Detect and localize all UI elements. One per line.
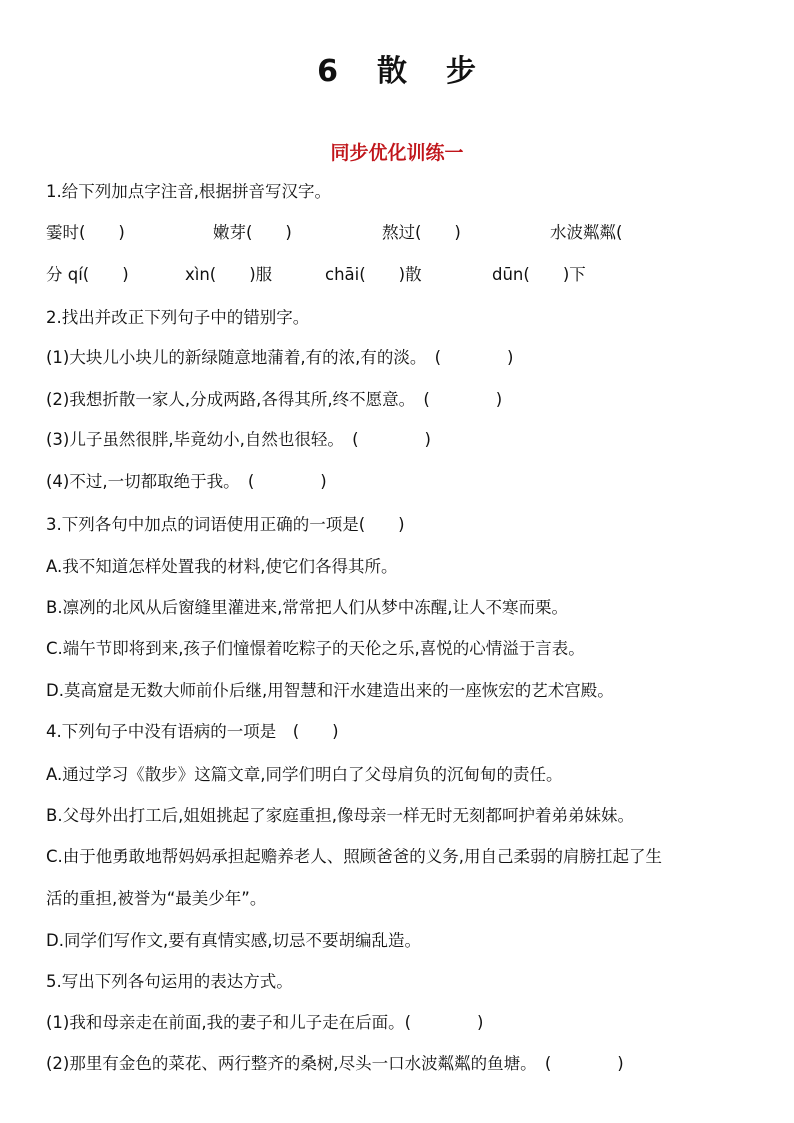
question-3-option: A.我不知道怎样处置我的材料,使它们各得其所。 [46, 557, 398, 576]
question-4-option: B.父母外出打工后,姐姐挑起了家庭重担,像母亲一样无时无刻都呵护着弟弟妹妹。 [46, 806, 635, 825]
question-5-item: (1)我和母亲走在前面,我的妻子和儿子走在后面。( ) [46, 1013, 484, 1032]
question-3-stem: 3.下列各句中加点的词语使用正确的一项是( ) [46, 515, 405, 534]
question-1-row-1 [0, 222, 794, 244]
title-char-1: 散 [376, 54, 408, 89]
question-4-option: A.通过学习《散步》这篇文章,同学们明白了父母肩负的沉甸甸的责任。 [46, 765, 563, 784]
question-2-item: (1)大块儿小块儿的新绿随意地蒲着,有的浓,有的淡。 ( ) [46, 348, 514, 367]
question-4-option: C.由于他勇敢地帮妈妈承担起赡养老人、照顾爸爸的义务,用自己柔弱的肩膀扛起了生 [46, 847, 663, 866]
question-4-option: D.同学们写作文,要有真情实感,切忌不要胡编乱造。 [46, 931, 421, 950]
question-5-stem: 5.写出下列各句运用的表达方式。 [46, 972, 293, 991]
question-2-item: (2)我想折散一家人,分成两路,各得其所,终不愿意。 ( ) [46, 390, 503, 409]
q1-item: chāi( )散 [325, 265, 422, 284]
section-subtitle: 同步优化训练一 [330, 142, 464, 164]
question-2-item: (3)儿子虽然很胖,毕竟幼小,自然也很轻。 ( ) [46, 430, 431, 449]
question-3-option: C.端午节即将到来,孩子们憧憬着吃粽子的天伦之乐,喜悦的心情溢于言表。 [46, 639, 585, 658]
question-4-stem: 4.下列句子中没有语病的一项是 ( ) [46, 722, 339, 741]
q1-item: xìn( )服 [185, 265, 273, 284]
question-5-item: (2)那里有金色的菜花、两行整齐的桑树,尽头一口水波粼粼的鱼塘。 ( ) [46, 1054, 624, 1073]
question-4-option-continued: 活的重担,被誉为“最美少年”。 [46, 889, 267, 908]
question-1-stem: 1.给下列加点字注音,根据拼音写汉字。 [46, 182, 331, 201]
q1-item: 分 qí( ) [46, 265, 129, 284]
question-3-option: B.凛冽的北风从后窗缝里灌进来,常常把人们从梦中冻醒,让人不寒而栗。 [46, 598, 569, 617]
q1-item: 水波粼粼( [550, 223, 623, 242]
title-char-2: 步 [445, 54, 477, 89]
q1-item: 嫩芽( ) [213, 223, 292, 242]
q1-item: 霎时( ) [46, 223, 125, 242]
page-title [0, 46, 794, 90]
q1-item: 熬过( ) [382, 223, 461, 242]
question-3-option: D.莫高窟是无数大师前仆后继,用智慧和汗水建造出来的一座恢宏的艺术宫殿。 [46, 681, 614, 700]
question-2-stem: 2.找出并改正下列句子中的错别字。 [46, 308, 310, 327]
question-1-row-2 [0, 264, 794, 286]
question-2-item: (4)不过,一切都取绝于我。 ( ) [46, 472, 327, 491]
title-number: 6 [317, 54, 339, 89]
q1-item: dūn( )下 [492, 265, 586, 284]
